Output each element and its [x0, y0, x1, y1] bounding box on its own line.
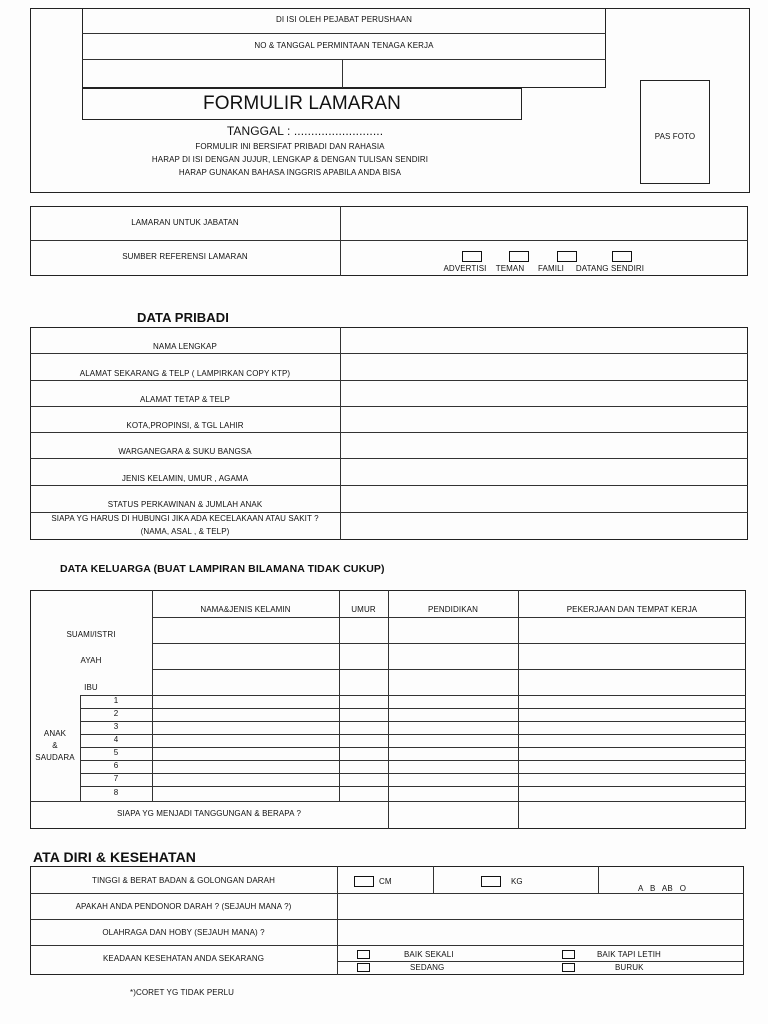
source-teman-label: TEMAN [495, 264, 525, 273]
filled-by-label: DI ISI OLEH PEJABAT PERUSHAAN [276, 15, 412, 24]
citizenship-label: WARGANEGARA & SUKU BANGSA [118, 447, 252, 456]
current-address-input[interactable] [342, 355, 746, 379]
family-section-title: DATA KELUARGA (BUAT LAMPIRAN BILAMANA TIDAK CUKUP) [60, 563, 385, 575]
page-title: FORMULIR LAMARAN [203, 93, 401, 114]
divider [340, 206, 341, 276]
divider [337, 961, 744, 962]
full-name-input[interactable] [342, 329, 746, 352]
emergency-contact-input[interactable] [342, 514, 746, 539]
siblings-label: ANAK [43, 729, 67, 738]
condition-label: KEADAAN KESEHATAN ANDA SEKARANG [102, 954, 265, 963]
divider [30, 380, 748, 381]
condition-sedang-box[interactable] [357, 963, 370, 972]
gender-age-religion-input[interactable] [342, 460, 746, 484]
gender-age-religion-label: JENIS KELAMIN, UMUR , AGAMA [121, 474, 249, 483]
condition-buruk-label: BURUK [615, 963, 644, 972]
source-famili-label: FAMILI [538, 264, 564, 273]
condition-baik-letih-label: BAIK TAPI LETIH [597, 950, 661, 959]
divider [30, 512, 748, 513]
divider [388, 590, 389, 829]
dependents-input[interactable] [390, 803, 744, 827]
position-label: LAMARAN UNTUK JABATAN [131, 218, 239, 227]
divider [30, 432, 748, 433]
sibling-number: 2 [113, 709, 119, 718]
source-advertisi-checkbox[interactable] [462, 251, 482, 262]
divider [80, 695, 746, 696]
sibling-number: 8 [113, 788, 119, 797]
height-weight-label: TINGGI & BERAT BADAN & GOLONGAN DARAH [92, 876, 275, 885]
full-name-label: NAMA LENGKAP [153, 342, 217, 351]
permanent-address-input[interactable] [342, 382, 746, 405]
divider [30, 801, 746, 802]
condition-baik-sekali-box[interactable] [357, 950, 370, 959]
personal-section-title: DATA PRIBADI [137, 310, 229, 325]
health-section-title: ATA DIRI & KESEHATAN [33, 849, 196, 865]
source-advertisi-label: ADVERTISI [443, 264, 487, 273]
blood-types[interactable]: A B AB O [638, 884, 687, 893]
sibling-number: 1 [113, 696, 119, 705]
weight-kg-label: KG [511, 877, 523, 886]
spouse-label: SUAMI/ISTRI [66, 630, 116, 639]
donor-label: APAKAH ANDA PENDONOR DARAH ? (SEJAUH MANA ?) [75, 902, 292, 911]
sport-label: OLAHRAGA DAN HOBY (SEJAUH MANA) ? [102, 928, 265, 937]
date-label[interactable]: TANGGAL : .......................... [226, 124, 384, 138]
divider [80, 734, 746, 735]
divider [30, 893, 744, 894]
sibling-number: 7 [113, 774, 119, 783]
divider [80, 773, 746, 774]
divider [30, 945, 744, 946]
birth-label: KOTA,PROPINSI, & TGL LAHIR [126, 421, 244, 430]
note-english: HARAP GUNAKAN BAHASA INGGRIS APABILA ANDA BISA [178, 168, 402, 177]
siblings-label: & [52, 741, 58, 750]
col-age: UMUR [351, 605, 376, 614]
mother-label: IBU [84, 683, 98, 692]
divider [598, 866, 599, 893]
col-name-gender: NAMA&JENIS KELAMIN [200, 605, 291, 614]
divider [337, 866, 338, 975]
divider [152, 669, 746, 670]
emergency-contact-label: SIAPA YG HARUS DI HUBUNGI JIKA ADA KECELAKAAN ATAU SAKIT ? [51, 514, 319, 523]
birth-input[interactable] [342, 408, 746, 431]
permanent-address-label: ALAMAT TETAP & TELP [140, 395, 230, 404]
divider [152, 643, 746, 644]
divider [152, 617, 746, 618]
sibling-number: 3 [113, 722, 119, 731]
emergency-contact-sub: (NAMA, ASAL , & TELP) [140, 527, 230, 536]
divider [80, 747, 746, 748]
divider [30, 919, 744, 920]
divider [340, 327, 341, 540]
position-input[interactable] [342, 208, 746, 239]
request-field-right[interactable] [343, 60, 605, 87]
footnote: *)CORET YG TIDAK PERLU [130, 988, 235, 997]
condition-sedang-label: SEDANG [410, 963, 445, 972]
donor-input[interactable] [339, 895, 742, 918]
dependents-label: SIAPA YG MENJADI TANGGUNGAN & BERAPA ? [117, 809, 301, 818]
condition-buruk-box[interactable] [562, 963, 575, 972]
source-label: SUMBER REFERENSI LAMARAN [122, 252, 248, 261]
source-teman-checkbox[interactable] [509, 251, 529, 262]
col-occupation: PEKERJAAN DAN TEMPAT KERJA [566, 605, 698, 614]
divider [80, 708, 746, 709]
photo-label: PAS FOTO [654, 132, 696, 141]
sibling-number: 5 [113, 748, 119, 757]
source-famili-checkbox[interactable] [557, 251, 577, 262]
sibling-number: 4 [113, 735, 119, 744]
father-label: AYAH [80, 656, 102, 665]
weight-kg-box[interactable] [481, 876, 501, 887]
siblings-label: SAUDARA [35, 753, 75, 762]
note-honest: HARAP DI ISI DENGAN JUJUR, LENGKAP & DENGAN TULISAN SENDIRI [151, 155, 429, 164]
height-cm-label: CM [379, 877, 392, 886]
divider [30, 353, 748, 354]
divider [518, 590, 519, 829]
condition-baik-letih-box[interactable] [562, 950, 575, 959]
divider [30, 406, 748, 407]
note-private: FORMULIR INI BERSIFAT PRIBADI DAN RAHASIA [195, 142, 385, 151]
request-field-left[interactable] [83, 60, 342, 87]
condition-baik-sekali-label: BAIK SEKALI [404, 950, 454, 959]
divider [30, 458, 748, 459]
request-no-label: NO & TANGGAL PERMINTAAN TENAGA KERJA [254, 41, 434, 50]
marital-status-input[interactable] [342, 487, 746, 511]
col-education: PENDIDIKAN [428, 605, 478, 614]
divider [80, 786, 746, 787]
sport-input[interactable] [339, 921, 742, 944]
citizenship-input[interactable] [342, 434, 746, 457]
marital-status-label: STATUS PERKAWINAN & JUMLAH ANAK [107, 500, 263, 509]
divider [80, 760, 746, 761]
divider [82, 33, 606, 34]
source-datang-label: DATANG SENDIRI [575, 264, 645, 273]
source-datang-checkbox[interactable] [612, 251, 632, 262]
height-cm-box[interactable] [354, 876, 374, 887]
divider [433, 866, 434, 893]
divider [30, 240, 748, 241]
divider [30, 485, 748, 486]
divider [80, 721, 746, 722]
sibling-number: 6 [113, 761, 119, 770]
current-address-label: ALAMAT SEKARANG & TELP ( LAMPIRKAN COPY KTP) [79, 369, 291, 378]
